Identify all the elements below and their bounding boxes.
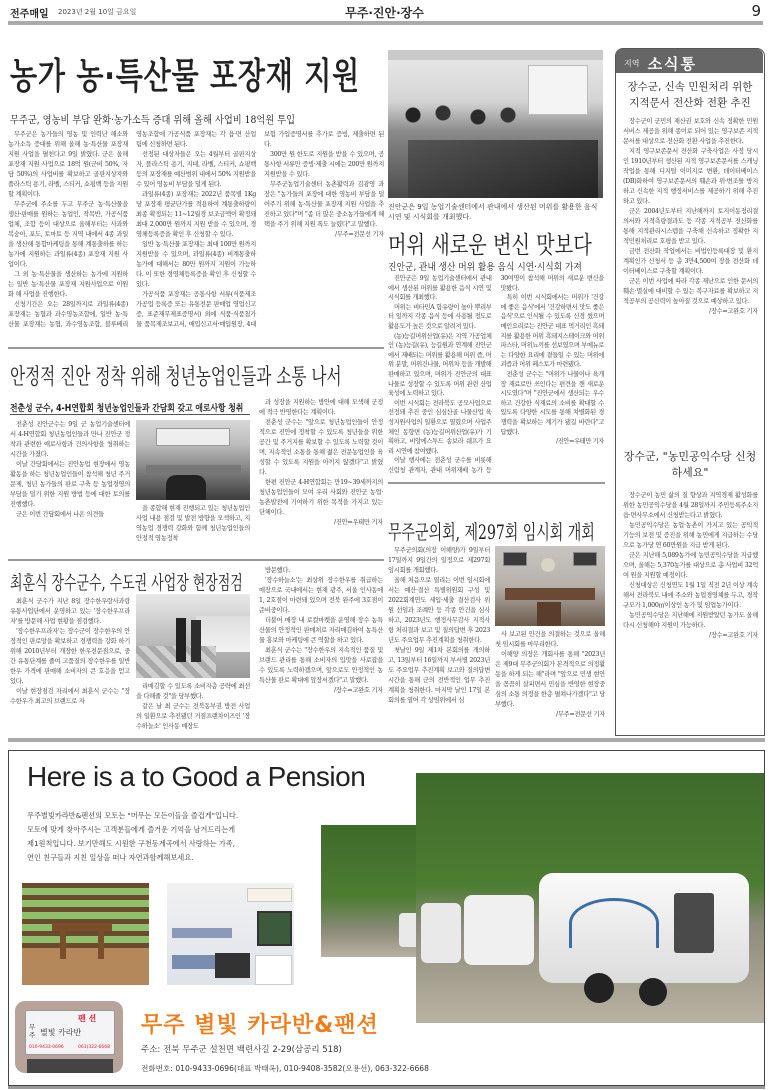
article-title: 최훈식 장수군수, 수도권 사업장 현장점검 [10, 572, 243, 594]
photo-deck [22, 883, 149, 985]
paragraph: 이날 현장점검 자리에서 최훈식 군수는 "장수한우가 최고의 브랜드로 자 [10, 688, 130, 705]
article-body-col3 [259, 398, 383, 556]
paragraph: 무주군의회(의장 이해양)가 9일부터 17일까지 9일간의 일정으로 제297회 임시회를 개회했다. [388, 547, 490, 574]
photo-interior [167, 883, 294, 985]
advertisement-pension [8, 750, 765, 1086]
paragraph: 최훈식 군수는 "장수한우의 지속적인 품질 및 브랜드 관리를 통해 소비자의 입맛을 사로잡을 수 있도록 노력하겠으며, 앞으로도 안정적인 농특산물 판로 확대에 앞장서겠다"고 말했다. [259, 647, 383, 684]
paragraph: 과 성장을 지원하는 방안에 대해 모색해 군정에 적극 반영한다는 계획이다. [259, 399, 383, 416]
paragraph: 무주군에 주소를 두고 무주군 농·특산물을 생산·판매를 원하는 농업인, 작목반, 가공식품업체, 조합 등이 대상으로 올해부터는 사과와 복숭아, 포도, 토마토 등 지역 내에서 4종 과일을 생산해 통합마케팅을 통해 계통출하를 하는 농가에 지원하는 과일류(4종) 포장재 지원 사업이다. [8, 201, 128, 268]
byline: /무주=전문선 기자 [556, 711, 605, 718]
ad-line: 모토에 맞게 찾아주시는 고객분들에게 즐거운 기억을 남겨드리는게 [27, 825, 236, 834]
sign-label: 별빛 카라반 [40, 1028, 82, 1037]
sign-label: 펜 션 [78, 1014, 97, 1023]
paragraph: 군은 2004년도부터 지난해까지 토지이동정리결의서와 지적측량결과도 등 각종 지적공부 전산화를 통해 지적관리시스템을 구축해 신속하고 정확한 지적민원처리로 호평을 받고 있다. [623, 208, 758, 245]
article-title: 안정적 진안 정착 위해 청년농업인들과 소통 나서 [10, 365, 342, 390]
article-body-col2 [136, 682, 250, 735]
paragraph: '장수한우프라자'는 장수군이 장수한우의 안정적인 판로망을 확보하고 경쟁력을 강화 하기 위해 2010년부터 개장한 한우전문점으로, 중간 유통단계를 줄여 고품질의 장수한우를 일반 한우 가격에 판매해 소비자의 큰 호응을 얻고 있다. [10, 628, 130, 685]
paragraph: 300만 원 한도로 지원을 받을 수 있으며, 공통사항 서류만 증빙·제출 시에는 200만 원까지 지원받을 수 있다. [264, 151, 384, 178]
photo-tasting-event [388, 50, 603, 198]
sign-label: 063)322-6668 [78, 1045, 111, 1050]
photo-store-visit [136, 594, 250, 678]
article-subtitle: 진안군, 관내 생산 머위 활용 음식 시연·시식회 가져 [388, 262, 582, 273]
article-title: 머위 새로운 변신 맛보다 [388, 231, 592, 259]
issue-date: 2023년 2월 10일 금요일 [58, 8, 137, 16]
paragraph: 군은 지난해 5,089농가에 농민공익수당을 지급했으며, 올해는 5,370농가를 대상으로 총 사업비 32억여 원을 지원할 예정이다. [623, 552, 758, 579]
article-body-col1 [388, 546, 490, 732]
paragraph: 일반 농·특산물 포장재는 최대 100만 원까지 지원받을 수 있으며, 과일류(4종) 비계통출하 농가에 대해서는 80만 원까지 지원이 가능하다. 이 또한 경영체등록증을 확인 후 신청할 수 있다. [136, 241, 256, 288]
paragraph: 신청기간은 오는 28일까지로 과일류(4종) 포장재는 농협과 과수영농조합에, 일반 농·특산물 포장재는 농협, 과수영농조합, 블루베리영농조합에 가공식품 포장재는 각 읍·면 산업팀에 신청하면 된다. [8, 131, 256, 328]
paragraph: 지적 영구보존문서 전산화 구축사업은 사정 당시인 1910년부터 생산된 지적 영구보존문서를 스캐닝 작업을 통해 디지털 이미지로 변환, 데이터베이스(DB)화하여 영구보존문서의 훼손과 위·변조를 방지하고 신속한 지적 행정서비스를 제공하기 위해 추진하고 있다. [623, 148, 758, 205]
article-title: 농가 농·특산물 포장재 지원 [10, 56, 361, 97]
article-body-col3 [259, 566, 383, 735]
article-body [388, 274, 604, 478]
subtitle-rule [10, 414, 250, 415]
paragraph: 가공식품 포장재는 공통사항 서류(식품제조가공업 등록증 또는 유통전문 판매업 영업신고증, 표준재무제표증명서) 외에 식품·식품첨가물 품목제조보고서, 매입신고서·매입원장, 4대 보험 가입증명서를 추가로 증빙, 제출하면 된다. [136, 131, 384, 328]
divider [8, 559, 384, 561]
paragraph: '장수하늘소'는 최상위 장수한우를 취급하는 매장으로 국내에서는 현재 광주, 서울 인사동에 1, 2호점이 마련돼 있으며 전북 완주에 3호점이 준비중이다. [259, 577, 383, 614]
article-body-col2 [136, 504, 250, 556]
sidebar-article-title: 장수군, "농민공익수당 신청하세요" [623, 450, 757, 479]
paragraph: 장수군이 군민의 재산권 보호와 신속 정확한 민원서비스 제공을 위해 종이로 되어 있는 영구보존 지적문서를 대상으로 전산화 전환 사업을 추진한다. [623, 118, 758, 145]
page-number: 9 [751, 2, 761, 20]
byline: /장수=고완호 기자 [709, 308, 758, 315]
paragraph: 더불어 매장 내 로컬마켓을 운영해 장수 농특산물의 안정적인 판매처로 자리매김하여 농특산물 홍보와 마케팅에 큰 역할을 하고 있다. [259, 617, 383, 644]
paragraph: 진안군은 9일 농업기술센터에서 관내에서 생산된 머위를 활용한 음식 시연 및 시식회를 개최했다. [388, 275, 492, 302]
section-title: 무주·진안·장수 [345, 6, 424, 20]
sidebar-article-body [623, 117, 758, 407]
paragraph: 무주군농업기술센터 농촌활력과 김광영 과장은 "농가들의 포장에 대한 영농비 부담을 덜어주기 위해 농·특산물 포장재 지원 사업을 추진하고 있다"며 "좀 더 많은 중소농가들에게 혜택을 주기 위해 지원 폭도 늘렸다"고 말했다. [264, 181, 384, 228]
article-title: 무주군의회, 제297회 임시회 개회 [388, 520, 595, 544]
paragraph: 신청대상은 신청연도 1월 1일 직전 2년 이상 계속해서 전라북도 내에 주소와 농업경영체를 두고, 경작 규모가 1,000㎡이상인 농가 및 임업농가이다. [623, 582, 758, 609]
article-body-col2 [495, 630, 605, 732]
paragraph: 방문했다. [265, 567, 290, 574]
paragraph: 군은 이번 사업에 따라 각종 재난으로 인한 문서의 훼손·멸실에 대비할 수 있는 복구자료를 확보하고 지적공부의 공신력이 높아질 것으로 예상하고 있다. [623, 278, 758, 305]
sidebar-label-small: 지역 [624, 59, 640, 68]
paragraph: 전춘성 군수는 "앞으로 청년농업인들이 안정적으로 진안에 정착할 수 있도록 청년들을 위한 공간 및 주거지를 확보할 수 있도록 노력할 것이며, 지속적인 소통을 통해 젊은 전문농업인을 육성할 수 있도록 지원을 아끼지 않겠다"고 밝혔다. [259, 419, 383, 476]
paragraph: 선정된 대상자들은 오는 4월부터 골판지상자, 플라스틱 용기, 지대, 라벨, 스티커, 쇼핑백 등의 포장재를 예산범위 내에서 50% 지원받을 수 있어 영농비 부담을 덜게 된다. [136, 151, 256, 188]
article-subtitle: 무주군, 영농비 부담 완화·농가소득 증대 위해 올해 사업비 18억원 투입 [10, 114, 296, 126]
section-rule [8, 738, 765, 742]
paragraph: 과일류(4종) 포장재는 2022년 품목별 1Kg당 포장재 평균단가를 적용하여 계통출하량이 최종 확정되는 11~12월경 보조금액이 확정돼 최대 2,000만 원까지 지원 받을 수 있으며, 경영체등록증을 확인 후 신청할 수 있다. [136, 191, 256, 238]
byline: /진안=우태만 기자 [334, 519, 383, 526]
paragraph: 농민공익수당은 지난해에 지원받았던 농가도 올해 다시 신청해야 지원이 가능하다. [623, 612, 758, 629]
sidebar-article-title: 장수군, 신속 민원처리 위한 지적문서 전산화 전환 추진 [627, 81, 753, 109]
sidebar-header [616, 49, 763, 73]
byline: /장수=고완호 기자 [334, 687, 383, 694]
photo-meeting [136, 420, 250, 500]
paragraph: 특히 이번 시식회에서는 머위가 '건강에 좋은 음식'에서 '건강하면서 맛도 좋은 음식'으로 인식될 수 있도록 신경 썼으며 메인요리로는 진안군 대표 먹거리인 흑돼지를 활용한 머위 흑돼지스테이크와 머위파스타, 머위뇨끼를 선보였으며 부메뉴로는 다양한 요리에 곁들일 수 있는 머위에 괴즙과 머위 페스토가 마련됐다. [500, 294, 604, 369]
paragraph: 올해 처음으로 열리는 이번 임시회에서는 예산·결산 특별위원회 구성 및 2022회계연도 세입·세출 결산검사 위원 선임과 조례안 등 각종 안건을 심사하고, 2023년도 행정사무감사 지적사항 처리결과 보고 및 질의답변 후 2023년도 주요업무 추진계획을 청취한다. [388, 577, 490, 644]
header-rule [8, 21, 763, 25]
divider [8, 347, 384, 349]
paragraph: 을 종합해 현재 진행되고 있는 청년농업인 사업 내용 점검 및 발전 방향을 모색하고, 지역농업 경쟁력 강화와 함께 청년농업인들의 안정적 영농정착 [136, 505, 250, 542]
ad-phone: 전화번호: 010-9433-0696(대표 박태옥), 010-9408-3582(오용선), 063-322-6668 [141, 1064, 429, 1073]
divider [388, 482, 605, 484]
paragraph: 전춘성 진안군수는 9일 군 농업기술센터에서 4-H연합회 청년농업인들과 만나 진안군 정착과 관련한 애로사항과 건의사항을 청취하는 시간을 가졌다. [10, 421, 130, 458]
article-body-col1 [10, 597, 130, 735]
byline: /무주=전문선 기자 [335, 231, 384, 238]
paragraph: 최훈식 군수가 지난 8일 장수한우랑사과랑유통사업단에서 운영하고 있는 '장수한우프라자'를 방문해 사업 현황을 점검했다. [10, 598, 130, 625]
ad-headline: Here is a to Good a Pension [27, 761, 366, 792]
paragraph: 한편 진안군 4-H연합회는 만19~39세까지의 청년농업인들이 모여 우리 사회와 진안군 농업·농촌발전에 기여하기 위한 목적을 가지고 있는 단체이다. [259, 479, 383, 516]
ad-description [27, 809, 315, 865]
ad-line: 연인 친구들과 지친 일상을 떠나 자연과함께해보세요. [27, 853, 194, 862]
sidebar-local-news [615, 48, 765, 736]
sign-label: 010-9433-0696 [29, 1045, 64, 1050]
newspaper-name: 전주매일 [10, 9, 49, 20]
ad-business-name: 무주 별빛 카라반&팬션 [141, 1013, 379, 1038]
paragraph: 사 보고된 안건을 의결하는 것으로 올해 첫 임시회를 마무리한다. [495, 631, 605, 648]
ad-line: 무주별빛카라반&펜션의 모토는 "머무는 모든이들을 즐겁게"입니다. [27, 811, 239, 820]
ad-line: 제1원칙입니다. 보기만해도 시원한 구천동계곡에서 사랑하는 가족, [27, 839, 236, 848]
paragraph: (농)능길머위산업(유)은 지역 가공업체인 (농)능길(유), 능길원과 연계해 진안군에서 재배되는 머위를 활용해 머위 즙, 머위 분말, 머위건나물, 머위차 등을 개발해 판매하고 있으며, 머위가 진안군의 대표 나물로 성장할 수 있도록 머위 관련 산업 육성에 노력하고 있다. [388, 332, 492, 398]
photo-sign [15, 1001, 123, 1073]
ad-address: 주소: 전북 무주군 설천면 백련사길 2-29(삼공리 518) [141, 1045, 342, 1055]
paragraph: 같은 날 최 군수는 전북동부권 방전 사업의 일환으로 추진됐던 거점프랜차이즈인 '장수하늘소' 인사동 매장도 [136, 703, 250, 730]
paragraph: 무주군은 농가들의 영농 및 인력난 해소와 농가소득 증대를 위해 올해 농·특산물 포장재 지원 사업을 펼친다고 9일 밝혔다. 군은 올해 포장재 지원 사업으로 18억 원(군비 50%, 자담 50%)의 사업비를 확보하고 골판지상자와 플라스틱 용기, 라벨, 스티커, 쇼핑백 등을 지원할 계획이다. [8, 131, 128, 198]
byline: /진안=우태만 기자 [556, 438, 604, 446]
paragraph: 군은 이번 간담회에서 나온 의견들 [16, 511, 104, 518]
paragraph: 장수군이 농민 삶의 질 향상과 지역경제 활성화를 위한 농민공익수당을 4월 28일까지 주민등록주소지 읍·면사무소에서 신청받는다고 밝혔다. [623, 492, 758, 519]
photo-caravans-left [321, 825, 417, 957]
sign-label: 무주 [29, 1023, 36, 1039]
sidebar-article-body [623, 491, 758, 729]
photo-council-session [495, 546, 605, 626]
paragraph: 머위는 비타민A 함유량이 높아 뿌리부터 잎까지 각종 음식 등에 사용될 정도로 활용도가 높은 것으로 알려져 있다. [388, 303, 492, 330]
photo-caption: 진안군은 9일 농업기술센터에서 관내에서 생산된 머위를 활용한 음식 시연 및 시식회를 개최했다. [388, 203, 598, 221]
photo-caravans [416, 773, 765, 1023]
paragraph: 이날 행사에는 전춘성 군수를 비롯해 신림청 관계자, 관내 머위재배 농가 등 30여명이 참석해 머위의 새로운 변신을 맛봤다. [388, 275, 604, 474]
paragraph: 첫날인 9일 제1차 본회의를 개의하고, 13일부터 16일까지 부서별 2023년도 주요업무 추진계획 보고와 질의답변 시간을 통해 군의 전반적인 업무 추진 계획을 청취한다. 마지막 날인 17일 본회의를 열어 각 상임위에서 심 [388, 647, 490, 704]
paragraph: 이번 시식회는 전라북도 공모사업으로 선정돼 추진 중인 심심산골 나물산업 육성지원사업의 일환으로 열렸으며 사업주체인 동향면 (농)능길머위산업(유)가 기획하고, 비앙에스투드 송보라 쉐프가 요리 시연에 참여했다. [388, 399, 492, 455]
byline: /장수=고완호 기자 [709, 632, 758, 639]
paragraph: 이날 간담회에서는 진안농업 현장에서 영농활동을 하는 청년농업인들이 참석해 청년 주거문제, 청년 농가들의 판로 구축 등 농업경영의 부담을 덜기 위한 지원 방법 등에 대한 토의를 진행했다. [10, 461, 130, 508]
paragraph: 그 외 농·특산물을 생산하는 농가에 지원하는 일반 농·특산물 포장재 지원사업으로 이원화 해 사업을 진행한다. [8, 271, 128, 298]
article-subtitle: 전춘성 군수, 4-H연합회 청년농업인들과 간담회 갖고 애로사항 청취 [10, 403, 244, 414]
paragraph: 농민공익수당은 농업·농촌이 가지고 있는 공익적 기능의 보전 및 증진을 위해 농민에게 지급하는 수당으로 농가당 연 60만원을 지급 받게 된다. [623, 522, 758, 549]
paragraph: 금번 전산화 작업에서는 비법인등록대장 및 환지계획인가 신청서 등 총 3만4,500여 장을 전산화 데이터베이스로 구축할 계획이다. [623, 248, 758, 275]
paragraph: 리매김할 수 있도록 소비자층 공략에 최선을 다해줄 것"을 당부했다. [136, 683, 250, 700]
bottom-rule [8, 1086, 765, 1089]
sidebar-label: 소식통 [647, 55, 698, 73]
article-body-col1 [10, 420, 130, 556]
article-body [8, 130, 384, 344]
paragraph: 전춘성 군수는 "머위가 나물이나 육개장 재료로만 쓰인다는 편견을 깬 새로운 시도였다"며 "진안군에서 생산되는 우수하고 건강한 식재료의 소비를 확대할 수 있도록 다양한 시도를 통해 차별화된 경쟁력을 확보하는 계기가 됐길 바란다"고 답했다. [500, 370, 604, 436]
paragraph: 이해양 의장은 개회사를 통해 "2023년은 제9대 무주군의회가 본격적으로 의정활동을 하게 되는 해"라며 "앞으로 민생 현안을 꼼꼼히 살피면서 민심을 반영한 현장중심의 소통 의정을 한층 펼쳐나가겠다"고 당부했다. [495, 651, 605, 708]
